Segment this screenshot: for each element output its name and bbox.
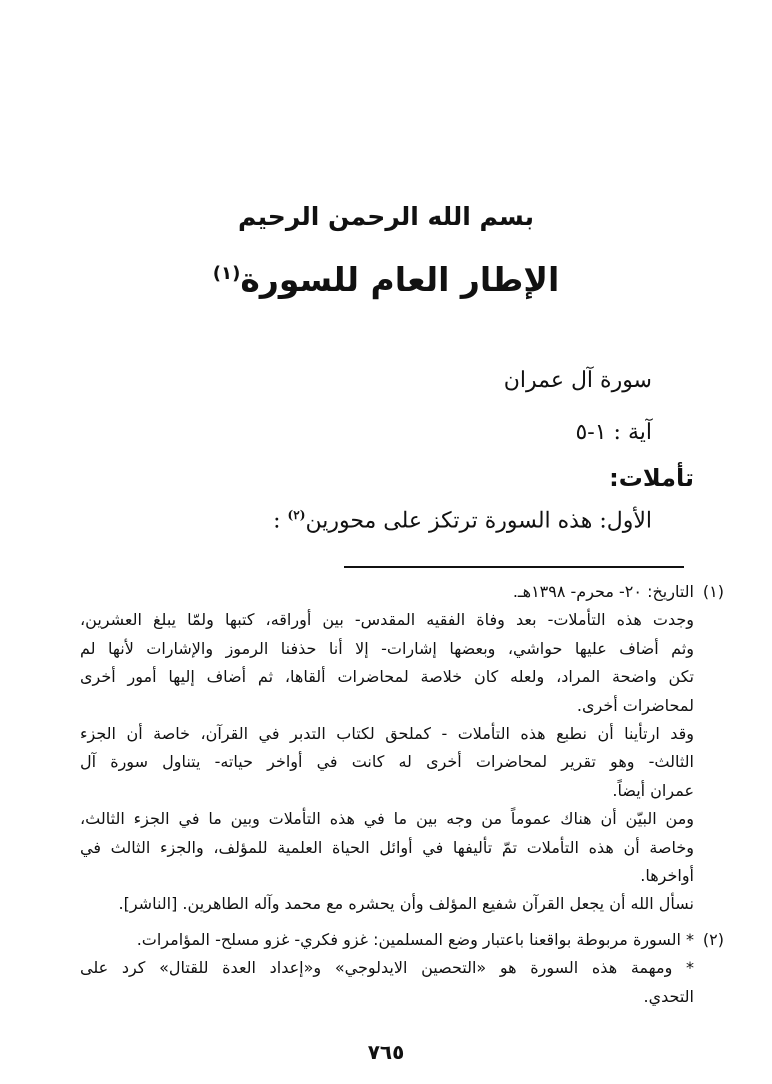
chapter-title-text: الإطار العام للسورة: [240, 260, 560, 299]
footnote-1-line: لمحاضرات أخرى.: [576, 695, 694, 715]
footnote-1-line: وثم أضاف عليها حواشي، وبعضها إشارات- إلا أنا حذفنا الرموز والإشارات لأنها لم: [80, 638, 694, 658]
footnote-2-line: التحدي.: [643, 986, 694, 1006]
footnote-2-line: * ومهمة هذه السورة هو «التحصين الايدلوجي» و«إعداد العدة للقتال» كرد على: [80, 958, 694, 978]
ayah-range: آية : ١-٥: [575, 420, 652, 445]
footnote-separator: [344, 566, 684, 568]
footnote-2: [80, 926, 724, 1011]
footnote-1-line: نسأل الله أن يجعل القرآن شفيع المؤلف وأن يحشره مع محمد وآله الطاهرين. [الناشر].: [118, 894, 694, 914]
footnote-1-line: تكن واضحة المراد، ولعله كان خلاصة لمحاضرات ألقاها، ثم أضاف إليها أمور أخرى: [80, 667, 694, 687]
footnote-1-line: الثالث- وهو تقرير لمحاضرات أخرى له كانت في أواخر حياته- يتناول سورة آل: [80, 752, 694, 772]
footnote-1-line: وخاصة أن هذه التأملات تمّ تأليفها في أوائل الحياة العلمية للمؤلف، والجزء الثالث في: [80, 837, 694, 857]
axis-footnote-ref[interactable]: (٢): [287, 508, 306, 522]
footnote-1-line: وقد ارتأينا أن نطبع هذه التأملات - كملحق لكتاب التدبر في القرآن، خاصة أن الجزء: [80, 724, 694, 744]
first-axis-line: [273, 508, 652, 533]
footnote-1-line: التاريخ: ٢٠- محرم- ١٣٩٨هـ.: [512, 582, 694, 601]
page-number: ٧٦٥: [367, 1040, 405, 1064]
footnote-1-line: عمران أيضاً.: [612, 780, 694, 800]
footnote-1-number: (١): [702, 582, 724, 601]
section-heading: تأملات:: [609, 464, 694, 492]
title-footnote-ref[interactable]: (١): [212, 263, 241, 284]
footnote-1-line: وجدت هذه التأملات- بعد وفاة الفقيه المقدس- بين أوراقه، كتبها ولمّا يبلغ العشرين،: [80, 610, 694, 630]
footnote-1: [80, 578, 724, 919]
footnote-1-line: أواخرها.: [640, 866, 694, 886]
first-axis-text: الأول: هذه السورة ترتكز على محورين: [305, 508, 652, 534]
footnote-1-line: ومن البيّن أن هناك عموماً من وجه بين ما في هذه التأملات وبين ما في الجزء الثالث،: [80, 809, 694, 829]
surah-name: سورة آل عمران: [503, 368, 652, 393]
chapter-title: [0, 260, 772, 299]
footnote-2-line: * السورة مربوطة بواقعنا باعتبار وضع المسلمين: غزو فكري- غزو مسلح- المؤامرات.: [136, 930, 694, 949]
first-axis-colon: :: [273, 508, 281, 534]
basmala: بسم الله الرحمن الرحيم: [238, 202, 534, 231]
footnote-2-number: (٢): [702, 930, 724, 949]
